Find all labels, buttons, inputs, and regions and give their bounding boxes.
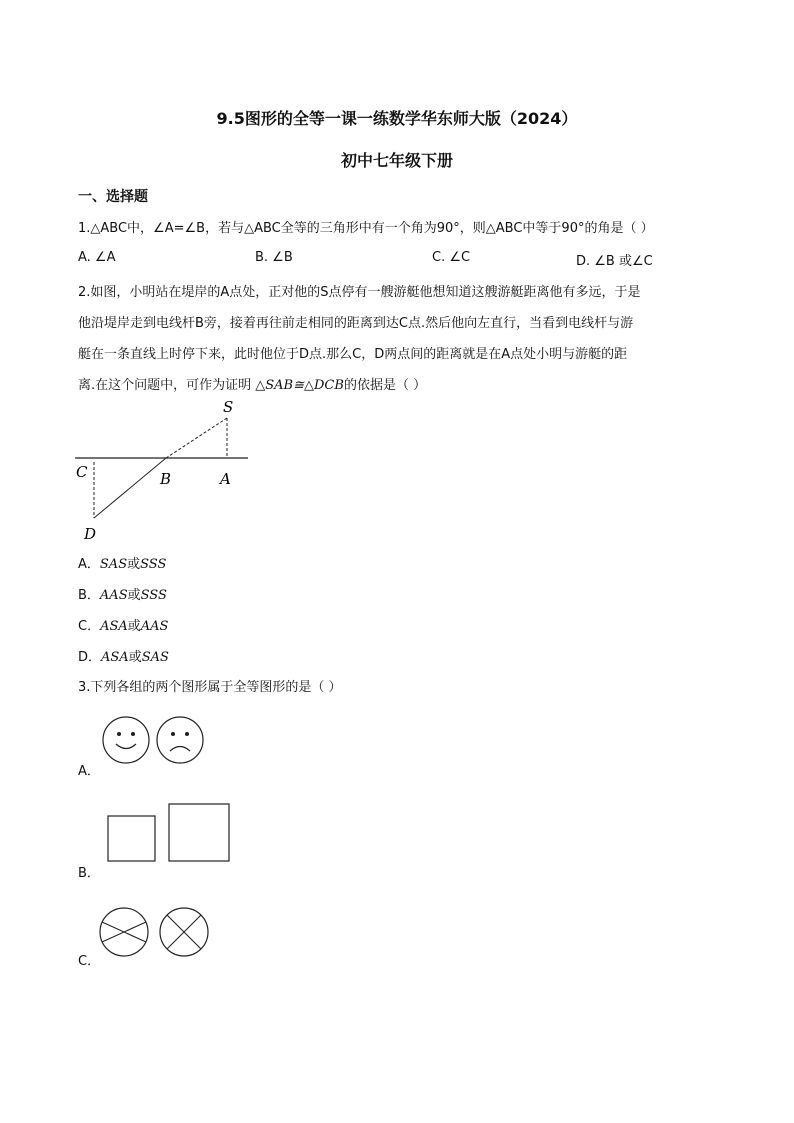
question-2-line-2: 他沿堤岸走到电线杆B旁，接着再往前走相同的距离到达C点.然后他向左直行，当看到电线杆与游 (78, 316, 634, 331)
q1-option-c[interactable]: C. ∠C (432, 250, 471, 265)
q2-line-4-tail: 的依据是（ ） (343, 378, 427, 393)
label-d: D (84, 525, 97, 543)
q2-option-c[interactable]: C．ASA或AAS (78, 619, 169, 634)
q2-figure (70, 392, 260, 547)
circle-flat-cross-icon (100, 908, 148, 956)
q3-option-a-label[interactable]: A． (78, 764, 100, 779)
frowny-face-icon (157, 717, 203, 763)
question-2-line-3: 艇在一条直线上时停下来，此时他位于D点.那么C，D两点间的距离就是在A点处小明与游艇的距 (78, 347, 628, 362)
section-heading: 一、选择题 (78, 189, 148, 205)
segment-bd (94, 458, 166, 518)
circle-x-cross-icon (160, 908, 208, 956)
q3-option-a-figure[interactable] (100, 714, 210, 768)
label-a: A (220, 470, 231, 488)
page-title: 9.5图形的全等一课一练数学华东师大版（2024） (216, 109, 578, 128)
large-square-icon (169, 804, 229, 861)
label-b: B (160, 470, 172, 488)
q2-option-d[interactable]: D．ASA或SAS (78, 650, 169, 665)
q2-line-4-text: 离.在这个问题中，可作为证明 (78, 378, 256, 393)
q3-option-c-figure[interactable] (96, 904, 216, 960)
q1-option-a[interactable]: A. ∠A (78, 250, 116, 265)
segment-sb (166, 418, 227, 458)
q1-option-d[interactable]: D. ∠B 或∠C (576, 254, 653, 269)
page-subtitle: 初中七年级下册 (340, 151, 453, 170)
q3-option-b-figure[interactable] (104, 800, 236, 866)
label-c: C (76, 463, 88, 481)
q2-congruence-math: △SAB≅△DCB (255, 378, 344, 393)
small-square-icon (108, 816, 155, 861)
question-3-text: 3.下列各组的两个图形属于全等图形的是（ ） (78, 680, 342, 695)
label-s: S (223, 398, 234, 416)
smiley-face-icon (103, 717, 149, 763)
q3-option-b-label[interactable]: B． (78, 866, 100, 881)
question-2-line-1: 2.如图，小明站在堤岸的A点处，正对他的S点停有一艘游艇他想知道这艘游艇距离他有多远，于是 (78, 285, 641, 300)
q3-option-c-label[interactable]: C． (78, 954, 101, 969)
q2-option-b[interactable]: B．AAS或SSS (78, 588, 167, 603)
q1-option-b[interactable]: B. ∠B (255, 250, 293, 265)
q2-option-a[interactable]: A．SAS或SSS (78, 557, 167, 572)
question-2-line-4 (78, 374, 426, 393)
question-1-text: 1.△ABC中，∠A=∠B，若与△ABC全等的三角形中有一个角为90°，则△ABC中等于90°的角是（ ） (78, 221, 654, 236)
